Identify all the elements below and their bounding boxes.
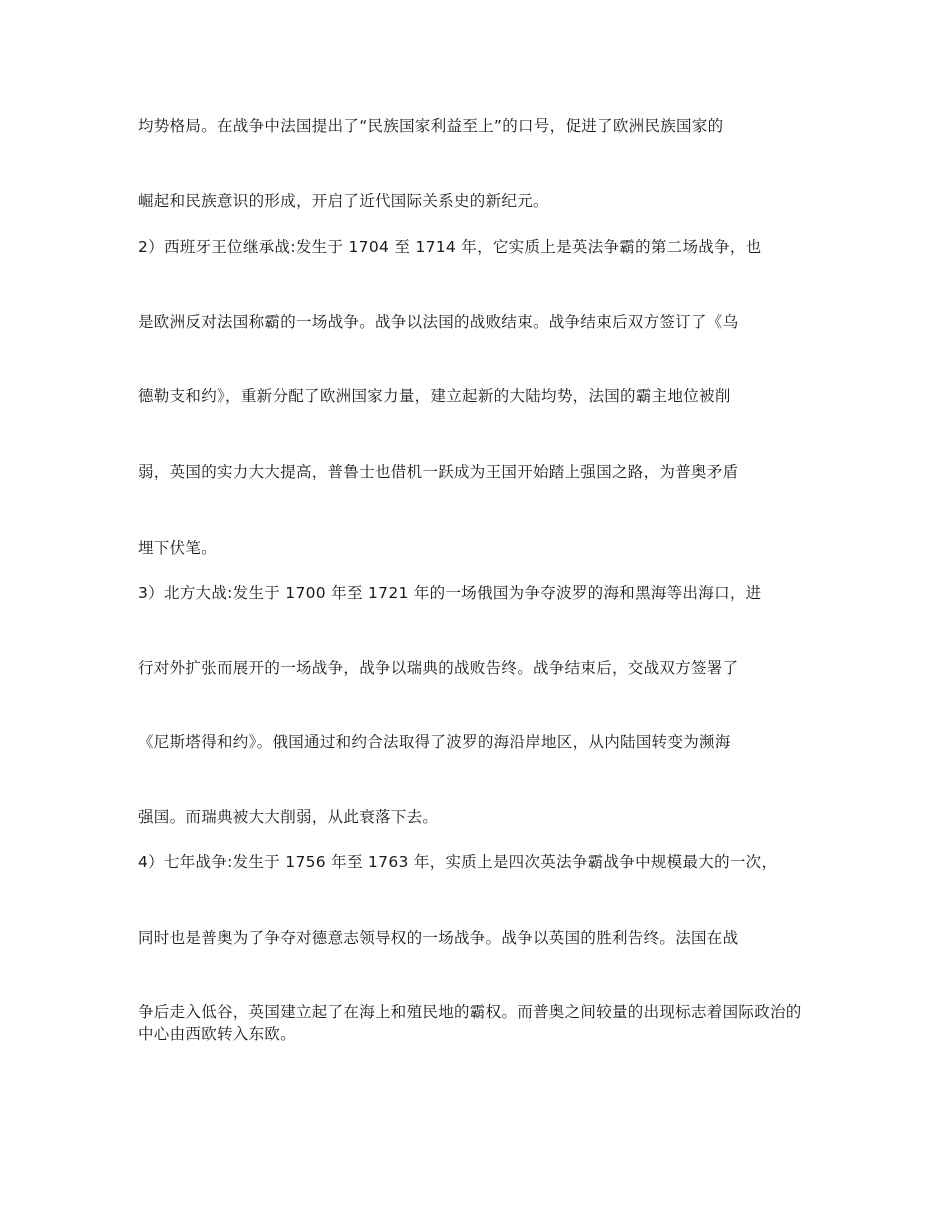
- paragraph-line: 争后走入低谷，英国建立起了在海上和殖民地的霸权。而普奥之间较量的出现标志着国际政治的中心由西欧转入东欧。: [138, 1003, 802, 1043]
- paragraph-line: 埋下伏笔。: [138, 539, 218, 557]
- paragraph-line: 《尼斯塔得和约》。俄国通过和约合法取得了波罗的海沿岸地区，从内陆国转变为濒海: [138, 733, 731, 751]
- paragraph-line: 弱，英国的实力大大提高，普鲁士也借机一跃成为王国开始踏上强国之路，为普奥矛盾: [138, 463, 739, 481]
- paragraph-line: 2）西班牙王位继承战:发生于 1704 至 1714 年，它实质上是英法争霸的第二场战争，也: [138, 238, 762, 256]
- paragraph-line: 4）七年战争:发生于 1756 年至 1763 年，实质上是四次英法争霸战争中规模最大的一次，: [138, 853, 778, 871]
- paragraph-line: 强国。而瑞典被大大削弱，从此衰落下去。: [138, 808, 439, 826]
- paragraph-line: 行对外扩张而展开的一场战争，战争以瑞典的战败告终。战争结束后，交战双方签署了: [138, 659, 739, 677]
- paragraph-line: 德勒支和约》，重新分配了欧洲国家力量，建立起新的大陆均势，法国的霸主地位被削: [138, 387, 731, 405]
- paragraph-line: 均势格局。在战争中法国提出了“民族国家利益至上”的口号，促进了欧洲民族国家的: [138, 117, 724, 135]
- paragraph-line: 是欧洲反对法国称霸的一场战争。战争以法国的战败结束。战争结束后双方签订了《乌: [138, 313, 739, 331]
- paragraph-line: 崛起和民族意识的形成，开启了近代国际关系史的新纪元。: [138, 192, 549, 210]
- paragraph-line: 3）北方大战:发生于 1700 年至 1721 年的一场俄国为争夺波罗的海和黑海等出海口，进: [138, 584, 762, 602]
- paragraph-line: 同时也是普奥为了争夺对德意志领导权的一场战争。战争以英国的胜利告终。法国在战: [138, 929, 739, 947]
